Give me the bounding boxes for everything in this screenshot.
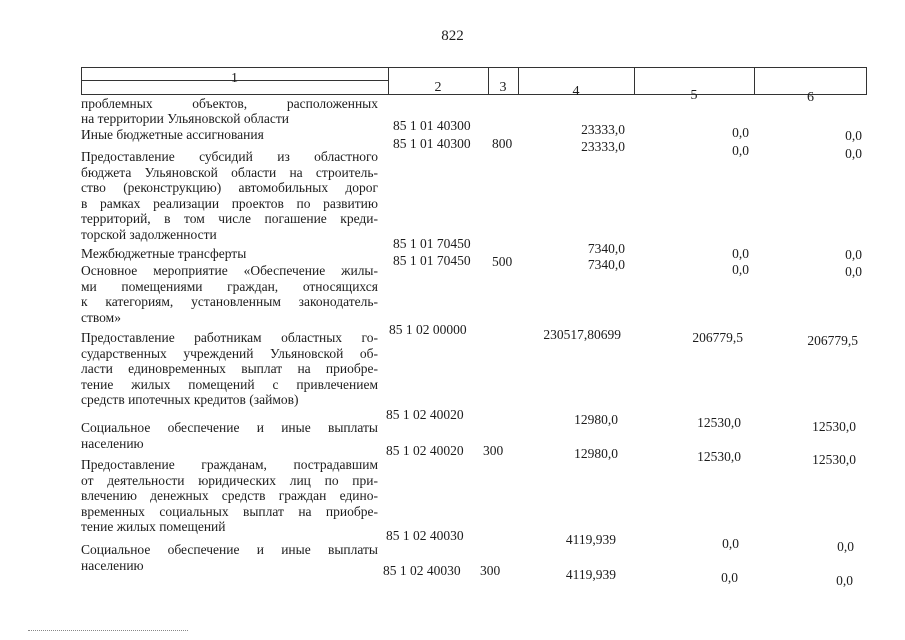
name-line: Социальное обеспечение и иные выплаты (81, 420, 378, 435)
row-kind: 300 (480, 563, 501, 578)
name-line: тение жилых помещений (81, 519, 226, 534)
name-line: в рамках реализации проектов по развитию (81, 195, 378, 211)
row-col6: 0,0 (837, 539, 854, 554)
row-code: 85 1 02 00000 (389, 322, 467, 337)
row-col5: 0,0 (732, 125, 749, 140)
name-line: Межбюджетные трансферты (81, 246, 247, 261)
row-col6: 206779,5 (807, 333, 858, 348)
row-code: 85 1 02 40030 (386, 528, 464, 543)
row-col4: 4119,939 (565, 567, 616, 582)
row-col6: 0,0 (845, 247, 862, 262)
name-line: влечению денежных средств граждан едино- (81, 488, 378, 503)
row-code: 85 1 02 40020 (386, 443, 464, 458)
name-line: Иные бюджетные ассигнования (81, 127, 264, 142)
row-code: 85 1 02 40030 (383, 563, 461, 578)
row-col4: 7340,0 (587, 257, 625, 272)
row-col6: 0,0 (845, 146, 862, 161)
row-col5: 0,0 (732, 143, 749, 158)
row-col6: 12530,0 (812, 419, 856, 434)
row-col4: 23333,0 (581, 122, 625, 137)
row-col4: 23333,0 (581, 139, 625, 154)
row-col5: 12530,0 (697, 415, 741, 430)
row-name (81, 330, 378, 408)
row-kind: 800 (492, 136, 513, 151)
row-col4: 4119,939 (565, 532, 616, 547)
name-line: Основное мероприятие «Обеспечение жилы- (81, 263, 378, 278)
scan-artifact-dotted-line (28, 630, 188, 631)
name-line: населению (81, 435, 144, 451)
name-line: Предоставление субсидий из областного (81, 149, 378, 164)
column-header-2: 2 (434, 80, 442, 95)
row-name (81, 457, 378, 535)
row-name (81, 127, 378, 143)
row-col6: 0,0 (845, 128, 862, 143)
row-col4: 12980,0 (574, 446, 618, 461)
name-line: территорий, в том числе погашение креди- (81, 211, 378, 226)
name-line: ми помещениями граждан, относящихся (81, 278, 378, 294)
row-name (81, 263, 378, 325)
column-header-6: 6 (807, 90, 814, 105)
row-code: 85 1 01 70450 (393, 253, 471, 268)
row-code: 85 1 02 40020 (386, 407, 464, 422)
name-line: средств ипотечных кредитов (займов) (81, 392, 299, 407)
name-line: ласти единовременных выплат на приобре- (81, 361, 378, 376)
name-line: Предоставление гражданам, пострадавшим (81, 457, 378, 472)
name-line: тение жилых помещений с привлечением (81, 376, 378, 392)
row-kind: 500 (492, 254, 513, 269)
name-line: Социальное обеспечение и иные выплаты (81, 542, 378, 557)
row-col5: 0,0 (722, 536, 739, 551)
name-line: на территории Ульяновской области (81, 111, 290, 126)
row-col6: 0,0 (836, 573, 853, 588)
row-col4: 7340,0 (587, 241, 625, 256)
row-col5: 0,0 (732, 262, 749, 277)
page-number: 822 (441, 28, 464, 44)
name-line: бюджета Ульяновской области на строитель- (81, 164, 378, 180)
row-code: 85 1 01 40300 (393, 136, 471, 151)
row-col6: 0,0 (845, 264, 862, 279)
row-name (81, 149, 378, 242)
row-name (81, 542, 378, 573)
name-line: к категориям, установленным законодатель- (81, 294, 378, 309)
row-col4: 12980,0 (574, 412, 618, 427)
name-line: торской задолженности (81, 226, 217, 242)
column-header-5: 5 (690, 88, 698, 103)
name-line: населению (81, 557, 144, 573)
row-col5: 0,0 (732, 246, 749, 261)
row-col6: 12530,0 (812, 452, 856, 467)
row-code: 85 1 01 40300 (393, 118, 471, 133)
name-line: проблемных объектов, расположенных (81, 96, 378, 111)
name-line: ство (реконструкцию) автомобильных дорог (81, 180, 378, 195)
row-kind: 300 (483, 443, 504, 458)
row-code: 85 1 01 70450 (393, 236, 471, 251)
row-col5: 0,0 (721, 570, 738, 585)
column-header-4: 4 (572, 84, 580, 99)
row-name (81, 111, 378, 127)
row-name (81, 246, 378, 262)
row-name (81, 420, 378, 451)
name-line: от деятельности юридических лиц по при- (81, 472, 378, 488)
column-header-1: 1 (231, 71, 238, 86)
name-line: временных социальных выплат на приобре- (81, 503, 378, 519)
row-col5: 206779,5 (692, 330, 743, 345)
column-header-3: 3 (499, 80, 507, 95)
name-line: Предоставление работникам областных го- (81, 330, 378, 345)
row-col5: 12530,0 (697, 449, 741, 464)
row-col4: 230517,80699 (543, 327, 621, 342)
row-name (81, 96, 378, 112)
name-line: сударственных учреждений Ульяновской об- (81, 345, 378, 361)
name-line: ством» (81, 309, 121, 325)
